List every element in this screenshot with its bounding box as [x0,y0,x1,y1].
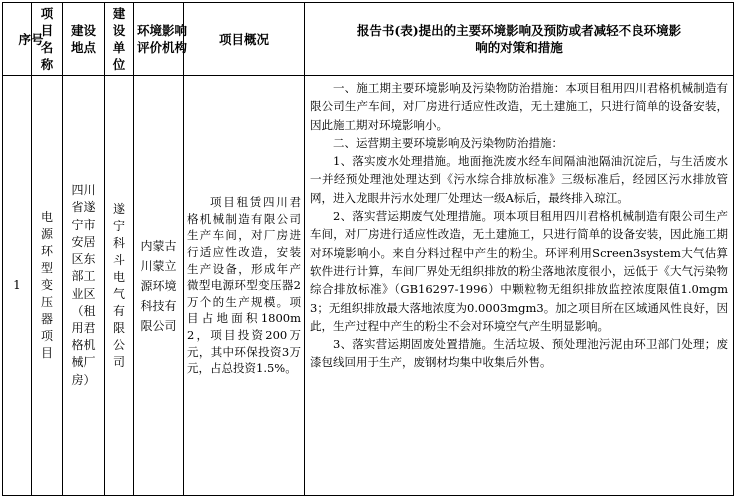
measures-paragraph-1: 一、施工期主要环境影响及污染物防治措施：本项目租用四川君格机械制造有限公司生产车间，对厂房进行适应性改造，无土建施工，只进行简单的设备安装，因此施工期对环境影响小。 [310,81,728,132]
header-project-name: 项目名称 [32,3,63,76]
cell-eia-org: 内蒙古川蒙立源环境科技有限公司 [134,76,184,496]
header-unit: 建设单位 [105,3,134,76]
measures-paragraph-4: 2、落实营运期废气处理措施。项本项目租用四川君格机械制造有限公司生产车间，对厂房进行适应性改造，无土建施工，只进行简单的设备安装，因此施工期对环境影响小。来自分料过程中产生的粉尘。环评利用Screen3system大气估算软件进行计算，车间厂界处无组织排放的粉尘落地浓度很小，远低于《大气污染物综合排放标准》（GB16297-1996）中颗粒物无组织排放监控浓度限值1.0mgm3；无组织排放最大落地浓度为0.0003mgm3。加之项目所在区域通风性良好，因此，生产过程中产生的粉尘不会对环境空气产生明显影响。 [310,209,728,333]
table-row [3,76,734,496]
header-eia-org: 环境影响评价机构 [134,3,184,76]
cell-overview: 项目租赁四川君格机械制造有限公司生产车间，对厂房进行适应性改造，安装生产设备，形成年产微型电源环型变压器2万个的生产规模。项目占地面积1800m2，项目投资200万元，其中环保投资3万元，占总投资1.5%。 [184,76,305,496]
header-measures: 报告书(表)提出的主要环境影响及预防或者减轻不良环境影响的对策和措施 [305,3,734,76]
measures-paragraph-3: 1、落实废水处理措施。地面拖洗废水经车间隔油池隔油沉淀后，与生活废水一并经预处理池处理达到《污水综合排放标准》三级标准后，经园区污水排放管网，进入龙眼井污水处理厂处理达一级A标后，最终排入琼江。 [310,154,728,205]
header-overview: 项目概况 [184,3,305,76]
cell-seq: 1 [3,76,32,496]
measures-paragraph-5: 3、落实营运期固废处置措施。生活垃圾、预处理池污泥由环卫部门处理；废漆包线回用于生产，废钢材均集中收集后外售。 [310,337,728,370]
cell-project-name: 电源环型变压器项目 [32,76,63,496]
measures-paragraph-2: 二、运营期主要环境影响及污染物防治措施： [333,135,563,150]
header-location: 建设地点 [63,3,105,76]
header-seq: 序号 [3,3,32,76]
cell-unit: 遂宁科斗电气有限公司 [105,76,134,496]
cell-measures [305,76,734,496]
table-header-row [3,3,734,76]
eia-approval-table [2,2,734,496]
cell-location: 四川省遂宁市安居区东部工业区（租用君格机械厂房） [63,76,105,496]
